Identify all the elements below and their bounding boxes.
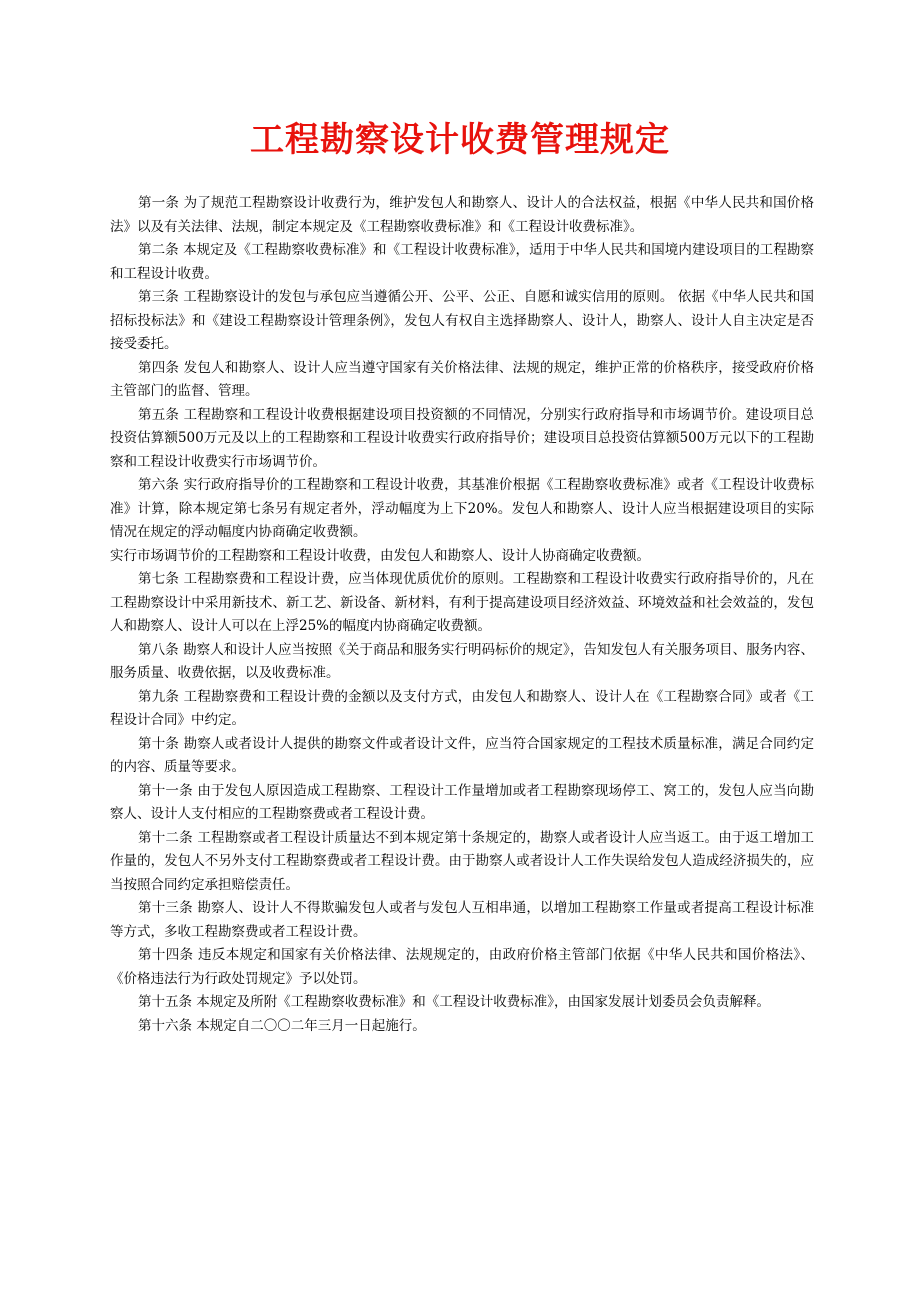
article-paragraph: 第五条 工程勘察和工程设计收费根据建设项目投资额的不同情况，分别实行政府指导和市场调节价。建设项目总投资估算额500万元及以上的工程勘察和工程设计收费实行政府指导价；建设项目总投资估算额500万元以下的工程勘察和工程设计收费实行市场调节价。 — [110, 406, 814, 470]
article-paragraph: 实行市场调节价的工程勘察和工程设计收费，由发包人和勘察人、设计人协商确定收费额。 — [110, 547, 650, 564]
article-paragraph: 第十三条 勘察人、设计人不得欺骗发包人或者与发包人互相串通，以增加工程勘察工作量或者提高工程设计标准等方式，多收工程勘察费或者工程设计费。 — [110, 900, 814, 940]
article-paragraph: 第十四条 违反本规定和国家有关价格法律、法规规定的，由政府价格主管部门依据《中华人民共和国价格法》、《价格违法行为行政处罚规定》予以处罚。 — [110, 947, 814, 987]
article-paragraph: 第九条 工程勘察费和工程设计费的金额以及支付方式，由发包人和勘察人、设计人在《工程勘察合同》或者《工程设计合同》中约定。 — [110, 688, 814, 728]
article-paragraph: 第一条 为了规范工程勘察设计收费行为，维护发包人和勘察人、设计人的合法权益，根据《中华人民共和国价格法》以及有关法律、法规，制定本规定及《工程勘察收费标准》和《工程设计收费标准》。 — [110, 195, 814, 235]
document-body — [110, 192, 814, 1038]
document-title: 工程勘察设计收费管理规定 — [250, 120, 670, 160]
article-paragraph: 第七条 工程勘察费和工程设计费，应当体现优质优价的原则。工程勘察和工程设计收费实行政府指导价的，凡在工程勘察设计中采用新技术、新工艺、新设备、新材料，有利于提高建设项目经济效益、环境效益和社会效益的，发包人和勘察人、设计人可以在上浮25%的幅度内协商确定收费额。 — [110, 571, 814, 634]
article-paragraph: 第六条 实行政府指导价的工程勘察和工程设计收费，其基准价根据《工程勘察收费标准》或者《工程设计收费标准》计算，除本规定第七条另有规定者外，浮动幅度为上下20%。发包人和勘察人、设计人应当根据建设项目的实际情况在规定的浮动幅度内协商确定收费额。 — [110, 477, 814, 540]
article-paragraph: 第十一条 由于发包人原因造成工程勘察、工程设计工作量增加或者工程勘察现场停工、窝工的，发包人应当向勘察人、设计人支付相应的工程勘察费或者工程设计费。 — [110, 782, 814, 822]
article-paragraph: 第十五条 本规定及所附《工程勘察收费标准》和《工程设计收费标准》，由国家发展计划委员会负责解释。 — [138, 994, 771, 1010]
article-paragraph: 第十条 勘察人或者设计人提供的勘察文件或者设计文件，应当符合国家规定的工程技术质量标准，满足合同约定的内容、质量等要求。 — [110, 735, 814, 775]
article-paragraph: 第三条 工程勘察设计的发包与承包应当遵循公开、公平、公正、自愿和诚实信用的原则。 依据《中华人民共和国招标投标法》和《建设工程勘察设计管理条例》，发包人有权自主选择勘察人、设计人，勘察人、设计人自主决定是否接受委托。 — [110, 289, 814, 352]
article-paragraph: 第二条 本规定及《工程勘察收费标准》和《工程设计收费标准》，适用于中华人民共和国境内建设项目的工程勘察和工程设计收费。 — [110, 242, 814, 282]
article-paragraph: 第八条 勘察人和设计人应当按照《关于商品和服务实行明码标价的规定》，告知发包人有关服务项目、服务内容、服务质量、收费依据，以及收费标准。 — [110, 641, 814, 681]
article-paragraph: 第十六条 本规定自二〇〇二年三月一日起施行。 — [138, 1017, 426, 1034]
article-paragraph: 第十二条 工程勘察或者工程设计质量达不到本规定第十条规定的，勘察人或者设计人应当返工。由于返工增加工作量的，发包人不另外支付工程勘察费或者工程设计费。由于勘察人或者设计人工作失误给发包人造成经济损失的，应当按照合同约定承担赔偿责任。 — [110, 829, 814, 893]
article-paragraph: 第四条 发包人和勘察人、设计人应当遵守国家有关价格法律、法规的规定，维护正常的价格秩序，接受政府价格主管部门的监督、管理。 — [110, 359, 814, 399]
